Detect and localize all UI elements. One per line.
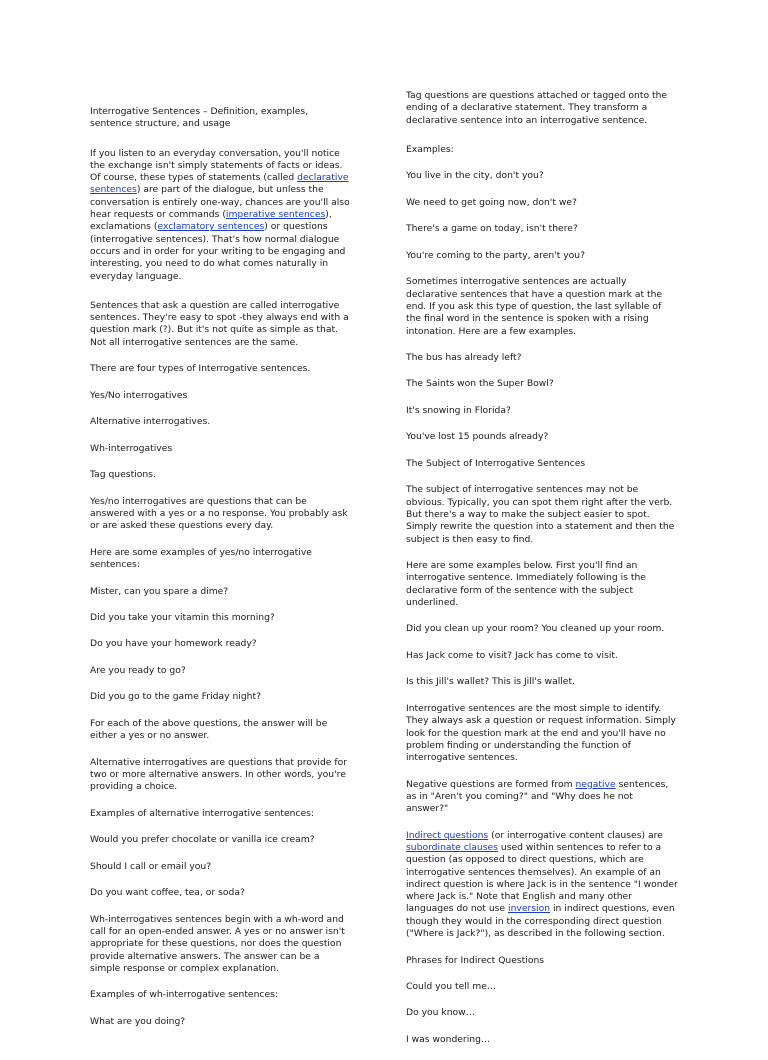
- example-sentence: It's snowing in Florida?: [406, 404, 511, 416]
- section-heading: Phrases for Indirect Questions: [406, 954, 545, 966]
- example-sentence: Did you take your vitamin this morning?: [90, 612, 275, 623]
- inline-link[interactable]: subordinate clauses: [406, 841, 498, 853]
- paragraph: Examples:: [406, 143, 454, 155]
- example-sentence: Could you tell me…: [406, 981, 497, 992]
- inline-link[interactable]: declarative sentences: [90, 172, 349, 196]
- paragraph: Alternative interrogatives are questions that provide for two or more alternative answers. In other words, you're providing a choice.: [90, 756, 347, 793]
- example-sentence: Did you go to the game Friday night?: [90, 691, 261, 703]
- list-item: Tag questions.: [90, 469, 156, 481]
- example-sentence: Would you prefer chocolate or vanilla ice cream?: [90, 834, 315, 846]
- paragraph: Negative questions are formed from negative sentences, as in "Aren't you coming?" and "Why does he not answer?": [406, 778, 669, 815]
- list-item: Yes/No interrogatives: [90, 389, 188, 401]
- paragraph: Here are some examples below. First you'll find an interrogative sentence. Immediately following is the declarative form of the sentence with the subject underlined.: [406, 560, 646, 608]
- paragraph: Examples of wh-interrogative sentences:: [90, 989, 278, 1001]
- example-sentence: You're coming to the party, aren't you?: [406, 249, 586, 261]
- inline-link[interactable]: negative: [575, 778, 616, 790]
- left-column: [90, 106, 352, 1042]
- example-sentence: Should I call or email you?: [90, 860, 212, 872]
- example-sentence: Has Jack come to visit? Jack has come to visit.: [406, 649, 618, 661]
- paragraph: Tag questions are questions attached or tagged onto the ending of a declarative statement. They transform a declarative sentence into an interrogative sentence.: [406, 90, 668, 126]
- list-item: Alternative interrogatives.: [90, 416, 211, 428]
- document-title: Interrogative Sentences – Definition, examples, sentence structure, and usage: [90, 106, 309, 130]
- paragraph: Indirect questions (or interrogative content clauses) are subordinate clauses used within sentences to refer to a question (as opposed to direct questions, which are interrogative sentences themselves). An example of an indirect question is where Jack is in the sentence "I wonder where Jack is." Note that English and many other languages do not use inversion in indirect questions, even though they would in the corresponding direct question ("Where is Jack?"), as described in the following section.: [406, 829, 678, 940]
- example-sentence: The Saints won the Super Bowl?: [406, 378, 554, 390]
- intro-paragraph: If you listen to an everyday conversation, you'll notice the exchange isn't simply statements of facts or ideas. Of course, these types of statements (called declarative sentences) are part of the dialogue, but unless the conversation is entirely one-way, chances are you'll also hear requests or commands (imperative sentences), exclamations (exclamatory sentences) or questions (interrogative sentences). That's how normal dialogue occurs and in order for your writing to be engaging and interesting, you need to do what comes naturally in everyday language.: [90, 147, 350, 282]
- paragraph: Sometimes interrogative sentences are actually declarative sentences that have a question mark at the end. If you ask this type of question, the last syllable of the final word in the sentence is spoken with a rising intonation. Here are a few examples.: [406, 276, 663, 337]
- inline-link[interactable]: inversion: [508, 903, 551, 915]
- example-sentence: You live in the city, don't you?: [406, 170, 544, 182]
- example-sentence: There's a game on today, isn't there?: [406, 223, 578, 235]
- paragraph: The subject of interrogative sentences may not be obvious. Typically, you can spot them right after the verb. But there's a way to make the subject easier to spot. Simply rewrite the question into a statement and then the subject is then easy to find.: [406, 484, 675, 545]
- paragraph: Yes/no interrogatives are questions that can be answered with a yes or a no response. You probably ask or are asked these questions every day.: [90, 495, 348, 532]
- paragraph: Examples of alternative interrogative sentences:: [90, 807, 315, 819]
- example-sentence: Do you have your homework ready?: [90, 638, 257, 650]
- example-sentence: Did you clean up your room? You cleaned up your room.: [406, 623, 665, 635]
- example-sentence: The bus has already left?: [406, 351, 522, 363]
- list-item: Wh-interrogatives: [90, 442, 173, 454]
- paragraph: Sentences that ask a question are called interrogative sentences. They're easy to spot -they always end with a question mark (?). But it's not quite as simple as that. Not all interrogative sentences are the same.: [90, 299, 349, 348]
- example-sentence: What are you doing?: [90, 1015, 186, 1027]
- example-sentence: Mister, can you spare a dime?: [90, 585, 229, 597]
- inline-link[interactable]: exclamatory sentences: [157, 221, 265, 233]
- inline-link[interactable]: Indirect questions: [406, 829, 489, 841]
- example-sentence: Is this Jill's wallet? This is Jill's wallet.: [406, 676, 575, 688]
- example-sentence: Do you know…: [406, 1007, 475, 1019]
- paragraph: For each of the above questions, the answer will be either a yes or no answer.: [90, 717, 328, 742]
- example-sentence: I was wondering…: [406, 1033, 491, 1045]
- example-sentence: Do you want coffee, tea, or soda?: [90, 887, 245, 899]
- example-sentence: Are you ready to go?: [90, 664, 186, 676]
- right-column: [406, 90, 678, 1060]
- paragraph: Here are some examples of yes/no interrogative sentences:: [90, 546, 312, 571]
- paragraph: Wh-interrogatives sentences begin with a wh-word and call for an open-ended answer. A yes or no answer isn't appropriate for these questions, nor does the question provide alternative answers. The answer can be a simple response or complex explanation.: [90, 913, 345, 974]
- paragraph: Interrogative sentences are the most simple to identify. They always ask a question or request information. Simply look for the question mark at the end and you'll have no problem finding or understanding the function of interrogative sentences.: [406, 702, 676, 764]
- example-sentence: We need to get going now, don't we?: [406, 196, 577, 208]
- example-sentence: You've lost 15 pounds already?: [406, 431, 549, 443]
- section-heading: The Subject of Interrogative Sentences: [406, 457, 586, 469]
- paragraph: There are four types of Interrogative sentences.: [90, 363, 311, 375]
- inline-link[interactable]: imperative sentences: [225, 209, 326, 221]
